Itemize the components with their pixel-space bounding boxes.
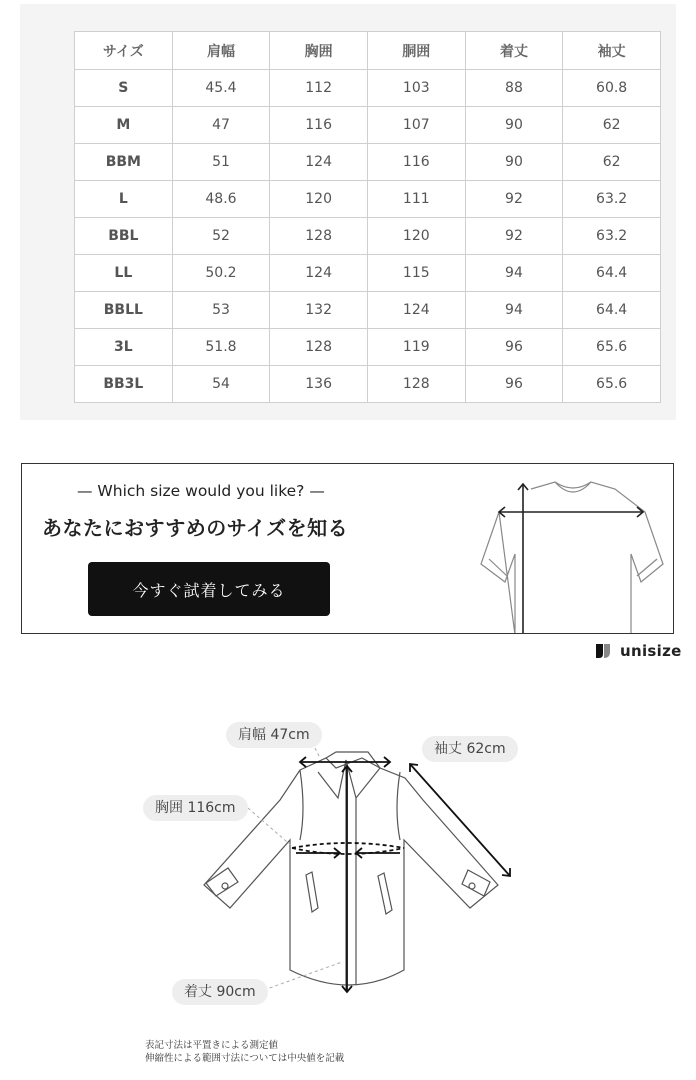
size-label-cell: BBL <box>75 218 173 255</box>
measurement-cell: 62 <box>563 144 661 181</box>
try-on-button[interactable]: 今すぐ試着してみる <box>88 562 330 616</box>
size-label-cell: 3L <box>75 329 173 366</box>
measurement-notes <box>145 1039 344 1065</box>
brand-name: unisize <box>620 642 682 660</box>
measurement-cell: 51.8 <box>172 329 270 366</box>
measurement-cell: 107 <box>367 107 465 144</box>
size-table-header-cell: 着丈 <box>465 32 563 70</box>
size-recommend-banner[interactable] <box>21 463 674 634</box>
measurement-cell: 65.6 <box>563 366 661 403</box>
measurement-cell: 88 <box>465 70 563 107</box>
measurement-cell: 60.8 <box>563 70 661 107</box>
measurement-cell: 94 <box>465 292 563 329</box>
measurement-cell: 112 <box>270 70 368 107</box>
measurement-cell: 96 <box>465 366 563 403</box>
table-row <box>75 144 661 181</box>
table-row <box>75 107 661 144</box>
measurement-cell: 90 <box>465 144 563 181</box>
measurement-cell: 51 <box>172 144 270 181</box>
size-table <box>74 31 661 403</box>
measurement-cell: 103 <box>367 70 465 107</box>
measurement-cell: 128 <box>270 218 368 255</box>
table-row <box>75 292 661 329</box>
measurement-cell: 92 <box>465 218 563 255</box>
measurement-cell: 92 <box>465 181 563 218</box>
size-label-cell: LL <box>75 255 173 292</box>
table-row <box>75 181 661 218</box>
measurement-cell: 119 <box>367 329 465 366</box>
measurement-cell: 116 <box>367 144 465 181</box>
unisize-logo-icon <box>594 642 612 660</box>
size-table-panel <box>20 4 676 420</box>
measurement-cell: 62 <box>563 107 661 144</box>
measurement-cell: 52 <box>172 218 270 255</box>
unisize-brand <box>594 641 682 661</box>
measurement-cell: 115 <box>367 255 465 292</box>
size-table-header-cell: サイズ <box>75 32 173 70</box>
banner-headline: あなたにおすすめのサイズを知る <box>42 516 349 540</box>
table-row <box>75 70 661 107</box>
measurement-cell: 50.2 <box>172 255 270 292</box>
size-table-header-row <box>75 32 661 70</box>
size-table-header-cell: 胸囲 <box>270 32 368 70</box>
measurement-cell: 96 <box>465 329 563 366</box>
coat-measurement-diagram <box>0 700 696 1020</box>
chest-measurement-label: 胸囲 116cm <box>143 795 248 821</box>
size-label-cell: BBM <box>75 144 173 181</box>
measurement-cell: 120 <box>270 181 368 218</box>
measurement-cell: 53 <box>172 292 270 329</box>
note-line-1: 表記寸法は平置きによる測定値 <box>145 1040 279 1051</box>
measurement-cell: 64.4 <box>563 255 661 292</box>
size-table-header-cell: 肩幅 <box>172 32 270 70</box>
length-measurement-label: 着丈 90cm <box>172 979 268 1005</box>
measurement-cell: 124 <box>270 255 368 292</box>
measurement-cell: 64.4 <box>563 292 661 329</box>
size-table-header-cell: 胴囲 <box>367 32 465 70</box>
table-row <box>75 218 661 255</box>
table-row <box>75 255 661 292</box>
measurement-cell: 65.6 <box>563 329 661 366</box>
measurement-cell: 94 <box>465 255 563 292</box>
measurement-cell: 124 <box>270 144 368 181</box>
measurement-cell: 132 <box>270 292 368 329</box>
size-label-cell: L <box>75 181 173 218</box>
measurement-cell: 54 <box>172 366 270 403</box>
measurement-cell: 45.4 <box>172 70 270 107</box>
measurement-cell: 116 <box>270 107 368 144</box>
banner-eyebrow: — Which size would you like? — <box>77 482 325 500</box>
table-row <box>75 329 661 366</box>
measurement-cell: 63.2 <box>563 181 661 218</box>
shoulder-measurement-label: 肩幅 47cm <box>226 722 322 748</box>
measurement-cell: 136 <box>270 366 368 403</box>
measurement-cell: 120 <box>367 218 465 255</box>
measurement-cell: 47 <box>172 107 270 144</box>
size-table-header-cell: 袖丈 <box>563 32 661 70</box>
size-label-cell: BB3L <box>75 366 173 403</box>
tshirt-illustration-icon <box>473 464 673 634</box>
size-label-cell: BBLL <box>75 292 173 329</box>
coat-illustration-icon <box>0 700 696 1020</box>
measurement-cell: 124 <box>367 292 465 329</box>
size-label-cell: S <box>75 70 173 107</box>
table-row <box>75 366 661 403</box>
sleeve-measurement-label: 袖丈 62cm <box>422 736 518 762</box>
size-label-cell: M <box>75 107 173 144</box>
note-line-2: 伸縮性による範囲寸法については中央値を記載 <box>145 1053 345 1064</box>
measurement-cell: 48.6 <box>172 181 270 218</box>
measurement-cell: 63.2 <box>563 218 661 255</box>
measurement-cell: 111 <box>367 181 465 218</box>
measurement-cell: 128 <box>367 366 465 403</box>
measurement-cell: 90 <box>465 107 563 144</box>
measurement-cell: 128 <box>270 329 368 366</box>
